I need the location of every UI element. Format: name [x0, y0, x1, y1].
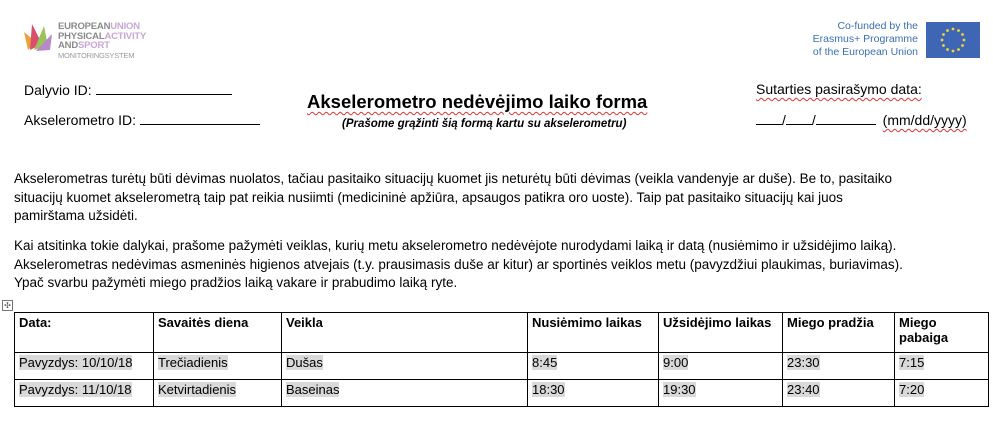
table-row: Pavyzdys: 10/10/18 Trečiadienis Dušas 8:45 9:00 23:30 7:15 [15, 353, 989, 380]
eu-star-icon [957, 29, 960, 32]
header-weekday: Savaitės diena [154, 313, 282, 353]
eu-star-icon [961, 44, 964, 47]
table-header-row [15, 313, 989, 353]
instructions-paragraph: Kai atsitinka tokie dalykai, prašome pažymėti veiklas, kurių metu akselerometro nedėvėjote nurodydami laiką ir datą (nusiėmimo ir užsidėjimo laiką). Akselerometras nedėvimas asmeninės higienos atvejais (t.y. prausimasis duše ar kitur) ar sportinės veiklos metu (pavyzdžiui plaukimas, buriavimas). Ypač svarbu pažymėti miego pradžios laiką vakare ir prabudimo laiką ryte. [14, 238, 903, 290]
date-month-blank[interactable] [756, 111, 782, 125]
eu-cofunded-text: Co-funded by the Erasmus+ Programme of the European Union [812, 20, 918, 58]
table-row: Pavyzdys: 11/10/18 Ketvirtadienis Baseinas 18:30 19:30 23:40 7:20 [15, 380, 989, 407]
date-format-hint: (mm/dd/yyyy) [882, 112, 967, 128]
header-activity: Veikla [282, 313, 528, 353]
participant-id-field[interactable]: Dalyvio ID: [24, 81, 232, 98]
form-title: Akselerometro nedėvėjimo laiko forma [307, 91, 648, 112]
header-sleep-start: Miego pradžia [783, 313, 895, 353]
eu-star-icon [961, 33, 964, 36]
eu-star-icon [946, 29, 949, 32]
header-date: Data: [15, 313, 154, 353]
eu-star-icon [952, 50, 955, 53]
signing-date-field[interactable]: / / (mm/dd/yyyy) [756, 111, 967, 128]
header-putting-on-time: Užsidėjimo laikas [659, 313, 783, 353]
header-sleep-end: Miego pabaiga [895, 313, 989, 353]
signing-date-label: Sutarties pasirašymo data: [756, 81, 922, 97]
accelerometer-id-blank[interactable] [140, 111, 260, 125]
intro-paragraph: Akselerometras turėtų būti dėvimas nuolatos, tačiau pasitaiko situacijų kuomet jis neturėtų būti dėvimas (veikla vandenyje ar duše). Be to, pasitaiko situacijų kuomet akselerometrą taip pat reikia nusiimti (medicininė apžiūra, apsaugos patikra oro uoste). Taip pat pasitaiko situacijų kai juos pamirštama užsidėti. [14, 171, 892, 223]
header-removal-time: Nusiėmimo laikas [528, 313, 659, 353]
european-union-pams-logo [22, 20, 172, 62]
eu-star-icon [942, 44, 945, 47]
table-move-handle-icon[interactable]: ✣ [2, 300, 13, 311]
eu-star-icon [957, 48, 960, 51]
eu-star-icon [963, 39, 966, 42]
eu-star-icon [941, 39, 944, 42]
logo-leaf-icon [22, 20, 58, 54]
logo-wordmark: EUROPEANUNION PHYSICALACTIVITY ANDSPORT MONITORINGSYSTEM [58, 21, 147, 60]
form-subtitle: (Prašome grąžinti šią formą kartu su akselerometru) [342, 118, 627, 130]
eu-star-icon [952, 28, 955, 31]
eu-flag-icon [926, 22, 980, 58]
participant-id-blank[interactable] [96, 81, 232, 95]
eu-star-icon [942, 33, 945, 36]
accelerometer-id-field[interactable]: Akselerometro ID: [24, 111, 260, 128]
date-year-blank[interactable] [816, 111, 876, 125]
eu-star-icon [946, 48, 949, 51]
nonwear-log-table [14, 312, 989, 407]
date-day-blank[interactable] [786, 111, 812, 125]
